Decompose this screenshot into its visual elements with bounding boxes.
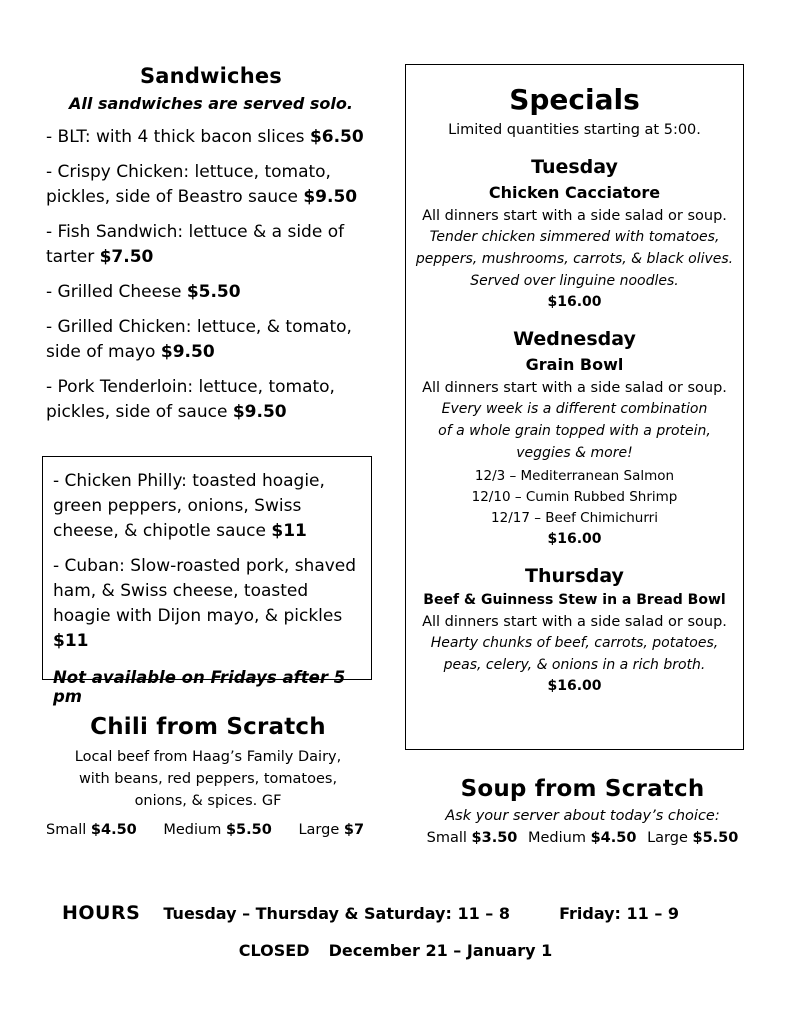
dish-description-line: Hearty chunks of beef, carrots, potatoes, — [430, 635, 719, 651]
size-label: Small — [426, 830, 472, 846]
item-text: - Pork Tenderloin: lettuce, tomato, pickles, side of sauce — [46, 377, 335, 422]
size-small — [427, 830, 518, 846]
size-price: $4.50 — [90, 822, 137, 838]
specials-limited-note: Limited quantities starting at 5:00. — [448, 122, 701, 138]
item-price: $11 — [271, 521, 307, 541]
chili-description-line: onions, & spices. GF — [134, 793, 282, 809]
item-text: - Grilled Chicken: lettuce, & tomato, side of mayo — [46, 317, 352, 362]
size-large — [298, 822, 364, 838]
menu-item-grilled-cheese — [46, 280, 376, 305]
sandwiches-section — [46, 64, 376, 435]
availability-note: Not available on Fridays after 5 pm — [53, 668, 346, 706]
menu-item-chicken-philly — [53, 469, 361, 544]
size-medium — [163, 822, 271, 838]
size-price: $3.50 — [471, 830, 518, 846]
weekly-schedule — [406, 466, 743, 529]
menu-item-grilled-chicken — [46, 315, 376, 365]
dish-description-line: Served over linguine noodles. — [470, 273, 679, 289]
sandwiches-title: Sandwiches — [139, 64, 283, 88]
item-price: $5.50 — [186, 282, 241, 302]
dish-description-line: veggies & more! — [516, 445, 633, 461]
soup-ask-note: Ask your server about today’s choice: — [445, 808, 720, 824]
chili-description-line: with beans, red peppers, tomatoes, — [78, 771, 338, 787]
menu-item-cuban — [53, 554, 361, 654]
menu-item-fish-sandwich — [46, 220, 376, 270]
dish-description-line: peppers, mushrooms, carrots, & black olives. — [415, 251, 734, 267]
size-large — [647, 830, 738, 846]
dinner-intro: All dinners start with a side salad or soup. — [422, 208, 727, 224]
schedule-entry: 12/10 – Cumin Rubbed Shrimp — [471, 489, 678, 505]
dish-description — [406, 226, 743, 292]
dinner-intro: All dinners start with a side salad or soup. — [422, 380, 727, 396]
day-heading: Wednesday — [513, 328, 636, 350]
soup-section — [415, 776, 750, 846]
size-medium — [528, 830, 636, 846]
item-price: $11 — [53, 631, 89, 651]
item-price: $7.50 — [99, 247, 154, 267]
closed-label: CLOSED — [238, 941, 310, 960]
closed-dates: December 21 – January 1 — [328, 941, 553, 960]
size-price: $5.50 — [225, 822, 272, 838]
hoagie-box — [42, 456, 372, 706]
size-label: Small — [46, 822, 91, 838]
dish-name: Chicken Cacciatore — [488, 183, 661, 202]
specials-box — [405, 64, 744, 750]
size-label: Medium — [528, 830, 591, 846]
item-price: $9.50 — [303, 187, 358, 207]
chili-description — [40, 746, 376, 812]
hours-label: HOURS — [62, 902, 141, 924]
item-text: - Grilled Cheese — [46, 282, 187, 302]
item-price: $9.50 — [160, 342, 215, 362]
size-label: Large — [647, 830, 693, 846]
dish-description — [406, 632, 743, 676]
item-price: $6.50 — [309, 127, 364, 147]
soup-title: Soup from Scratch — [460, 776, 705, 802]
dish-price: $16.00 — [547, 531, 602, 547]
special-wednesday — [406, 328, 743, 547]
dish-description — [406, 398, 743, 464]
schedule-entry: 12/3 – Mediterranean Salmon — [474, 468, 675, 484]
day-heading: Tuesday — [531, 156, 618, 178]
dish-name: Beef & Guinness Stew in a Bread Bowl — [423, 592, 726, 608]
size-price: $5.50 — [692, 830, 739, 846]
chili-description-line: Local beef from Haag’s Family Dairy, — [74, 749, 342, 765]
dinner-intro: All dinners start with a side salad or soup. — [422, 614, 727, 630]
schedule-entry: 12/17 – Beef Chimichurri — [491, 510, 658, 526]
item-text: - Chicken Philly: toasted hoagie, green peppers, onions, Swiss cheese, & chipotle sauce — [53, 471, 325, 541]
menu-item-crispy-chicken — [46, 160, 376, 210]
chili-sizes — [40, 822, 376, 838]
specials-title: Specials — [509, 83, 640, 116]
item-text: - BLT: with 4 thick bacon slices — [46, 127, 310, 147]
dish-description-line: peas, celery, & onions in a rich broth. — [443, 657, 706, 673]
size-label: Medium — [163, 822, 226, 838]
special-thursday — [406, 565, 743, 694]
item-text: - Fish Sandwich: lettuce & a side of tarter — [46, 222, 345, 267]
size-small — [46, 822, 137, 838]
item-text: - Crispy Chicken: lettuce, tomato, pickles, side of Beastro sauce — [46, 162, 331, 207]
closed-line — [0, 941, 791, 960]
day-heading: Thursday — [525, 565, 624, 587]
dish-description-line: Tender chicken simmered with tomatoes, — [429, 229, 720, 245]
sandwiches-subtitle: All sandwiches are served solo. — [69, 94, 353, 113]
special-tuesday — [406, 156, 743, 310]
size-price: $7 — [343, 822, 365, 838]
hours-friday: Friday: 11 – 9 — [559, 904, 680, 923]
soup-sizes — [415, 830, 750, 846]
item-text: - Cuban: Slow-roasted pork, shaved ham, & Swiss cheese, toasted hoagie with Dijon mayo, & pickles — [53, 556, 357, 626]
menu-item-blt — [46, 125, 376, 150]
chili-section — [40, 714, 376, 838]
size-price: $4.50 — [590, 830, 637, 846]
chili-title: Chili from Scratch — [90, 714, 326, 740]
hours-line — [62, 902, 762, 924]
item-price: $9.50 — [232, 402, 287, 422]
size-label: Large — [298, 822, 344, 838]
menu-item-pork-tenderloin — [46, 375, 376, 425]
dish-description-line: Every week is a different combination — [441, 401, 708, 417]
dish-price: $16.00 — [547, 294, 602, 310]
dish-name: Grain Bowl — [525, 355, 624, 374]
hours-weekdays: Tuesday – Thursday & Saturday: 11 – 8 — [163, 904, 510, 923]
dish-price: $16.00 — [547, 678, 602, 694]
dish-description-line: of a whole grain topped with a protein, — [438, 423, 711, 439]
